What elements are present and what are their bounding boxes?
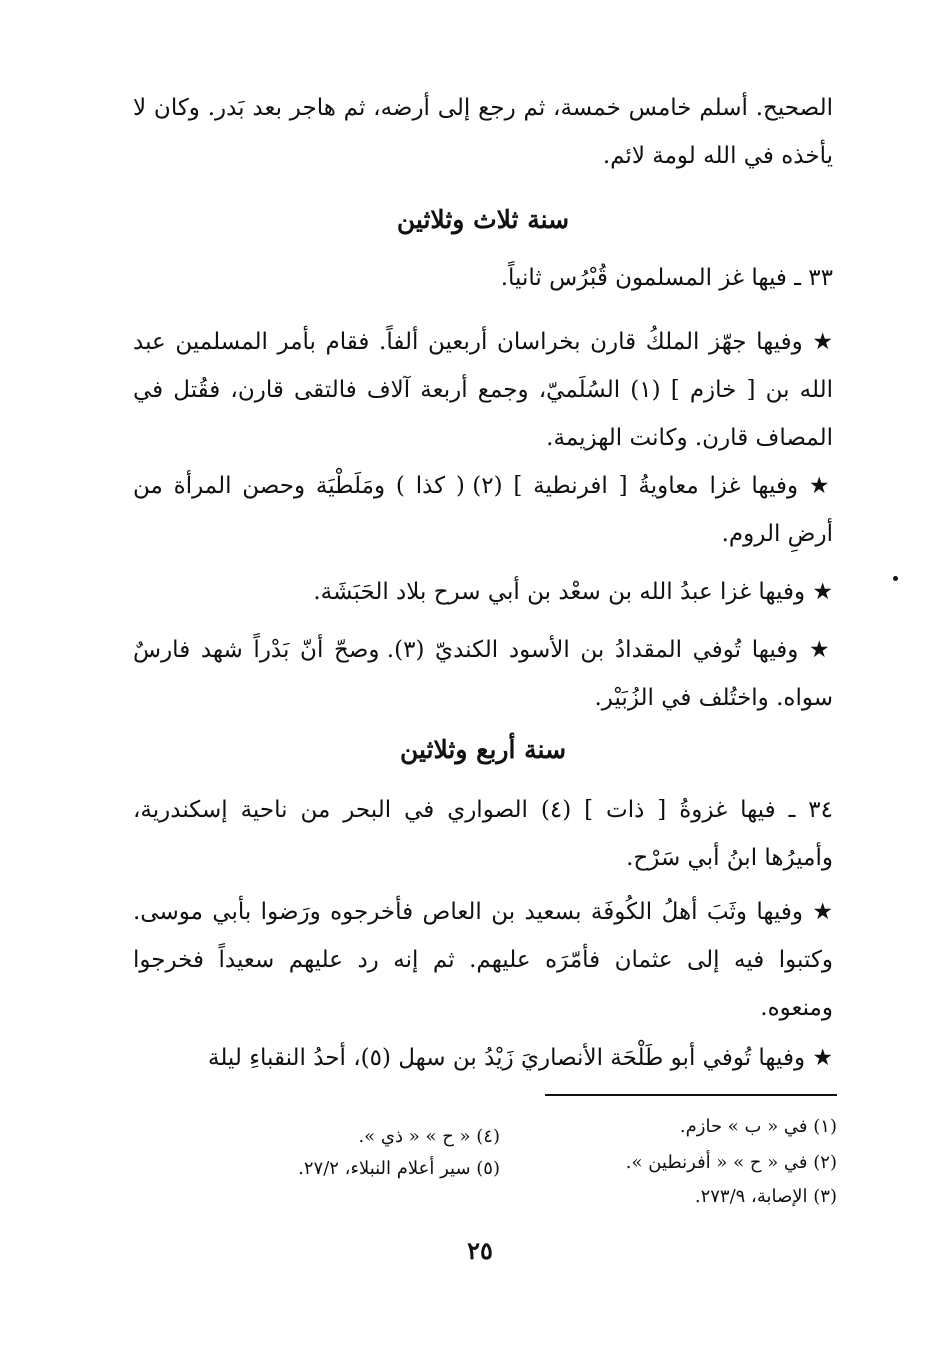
footnote-5: (٥) سير أعلام النبلاء، ٢٧/٢.	[298, 1158, 500, 1179]
footnote-2: (٢) في « ح » « أفرنطين ».	[625, 1152, 837, 1173]
paragraph-year-34-entry: ٣٤ ـ فيها غزوةُ [ ذات ] (٤) الصواري في البحر من ناحية إسكندرية، وأميرُها ابنُ أبي سَرْح.	[133, 797, 833, 871]
paragraph-intro: الصحيح. أسلم خامس خمسة، ثم رجع إلى أرضه، ثم هاجر بعد بَدر. وكان لا يأخذه في الله لومة لائم.	[133, 95, 833, 169]
paragraph-year-33-entry: ٣٣ ـ فيها غز المسلمون قُبْرُس ثانياً.	[500, 265, 833, 291]
footnote-1: (١) في « ب » حازم.	[679, 1116, 837, 1137]
paragraph-abu-talha: ★ وفيها تُوفي أبو طَلْحَة الأنصاريَ زَيْدُ بن سهل (٥)، أحدُ النقباءِ ليلة	[207, 1045, 833, 1071]
stray-mark	[893, 576, 898, 581]
section-heading-year-33: سنة ثلاث وثلاثين	[396, 205, 570, 234]
section-heading-year-34: سنة أربع وثلاثين	[399, 735, 567, 764]
paragraph-miqdad: ★ وفيها تُوفي المقدادُ بن الأسود الكنديّ (٣). وصحّ أنّ بَدْراً شهد فارسٌ سواه. واختُلف في الزُبَيْر.	[133, 637, 833, 711]
page-number: ٢٥	[467, 1236, 493, 1265]
paragraph-abdullah: ★ وفيها غزا عبدُ الله بن سعْد بن أبي سرح بلاد الحَبَشَة.	[313, 579, 833, 605]
paragraph-muawiya: ★ وفيها غزا معاويةُ [ افرنطية ] (٢) ( كذا ) ومَلَطْيَة وحصن المرأة من أرضِ الروم.	[133, 473, 834, 547]
paragraph-qarin: ★ وفيها جهّز الملكُ قارن بخراسان أربعين ألفاً. فقام بأمر المسلمين عبد الله بن [ خازم ] (١) السُلَميّ، وجمع أربعة آلاف فالتقى قارن، فقُتل في المصاف قارن. وكانت الهزيمة.	[133, 329, 833, 451]
footnote-4: (٤) « ح » « ذي ».	[358, 1126, 500, 1147]
footnote-3: (٣) الإصابة، ٢٧٣/٩.	[694, 1186, 837, 1207]
paragraph-kufa: ★ وفيها وثَبَ أهلُ الكُوفَة بسعيد بن العاص فأخرجوه ورَضوا بأبي موسى. وكتبوا فيه إلى عثمان فأمّرَه عليهم. ثم إنه رد عليهم سعيداً فخرجوا ومنعوه.	[133, 899, 833, 1021]
footnote-separator	[545, 1094, 837, 1096]
